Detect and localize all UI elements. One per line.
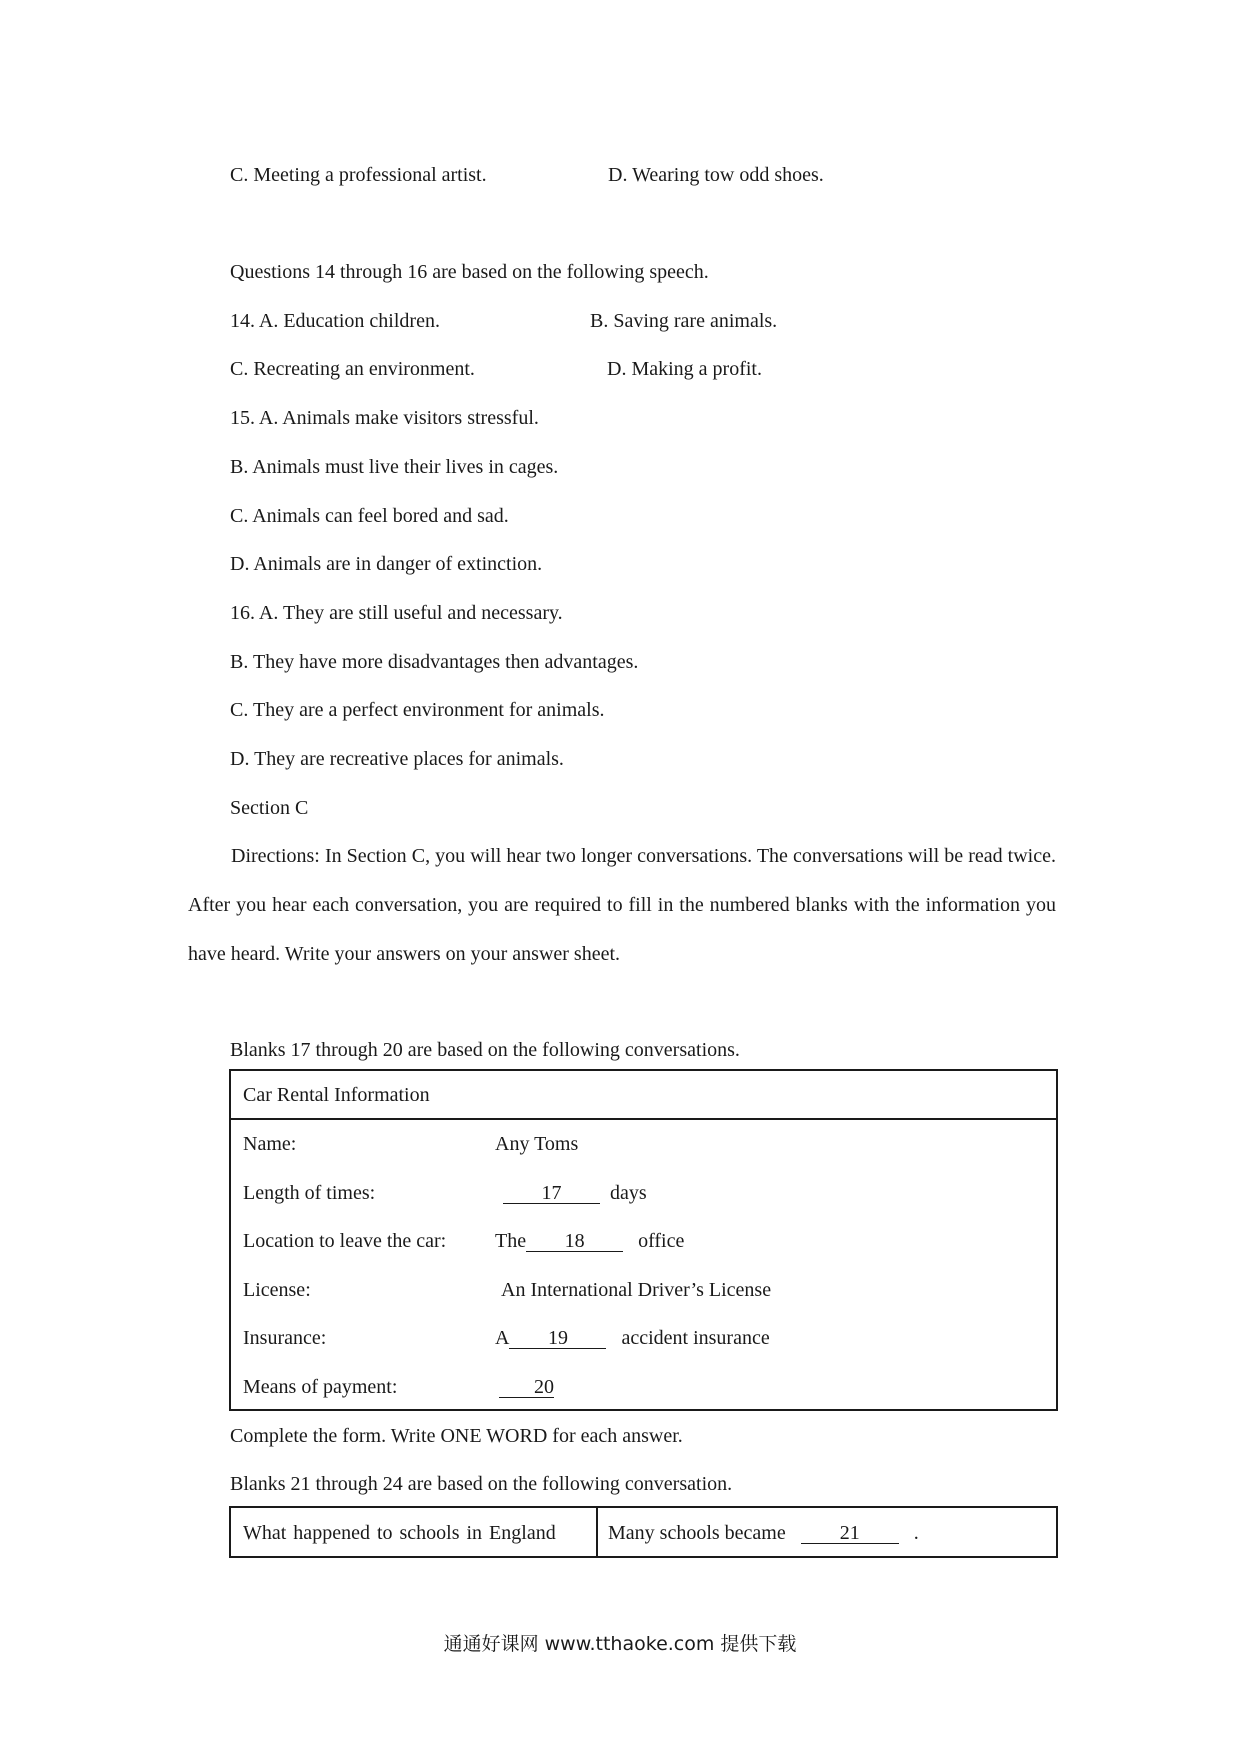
form-value-name: Any Toms <box>495 1133 579 1155</box>
form-value-insurance <box>495 1326 770 1350</box>
form-instruction: Complete the form. Write ONE WORD for each answer. <box>230 1425 683 1447</box>
q14-option-d: D. Making a profit. <box>607 358 762 380</box>
form-divider <box>231 1118 1056 1120</box>
table-answer-suffix: . <box>913 1522 919 1544</box>
q15-option-c: C. Animals can feel bored and sad. <box>230 505 509 527</box>
form-label-length: Length of times: <box>243 1182 376 1204</box>
blanks-21-24-intro: Blanks 21 through 24 are based on the following conversation. <box>230 1473 733 1495</box>
form-location-suffix: office <box>638 1230 685 1252</box>
table-column-divider <box>596 1508 598 1556</box>
table-cell-answer <box>608 1521 919 1545</box>
car-rental-form <box>229 1069 1058 1411</box>
q15-option-a: 15. A. Animals make visitors stressful. <box>230 407 539 429</box>
q13-option-c: C. Meeting a professional artist. <box>230 164 487 186</box>
section-c-directions-text: Directions: In Section C, you will hear two longer conversations. The conversations will be read twice. After you hear each conversation, you are required to fill in the numbered blanks with the information you have heard. Write your answers on your answer sheet. <box>188 845 1056 965</box>
schools-table <box>229 1506 1058 1558</box>
q16-option-b: B. They have more disadvantages then advantages. <box>230 651 639 673</box>
q14-option-c: C. Recreating an environment. <box>230 358 475 380</box>
q15-option-d: D. Animals are in danger of extinction. <box>230 553 543 575</box>
form-title: Car Rental Information <box>243 1084 430 1106</box>
form-insurance-suffix: accident insurance <box>621 1327 770 1349</box>
blank-20: 20 <box>499 1377 554 1398</box>
form-insurance-prefix: A <box>495 1327 510 1349</box>
form-value-location <box>495 1229 684 1253</box>
form-label-license: License: <box>243 1279 311 1301</box>
blank-19: 19 <box>509 1328 606 1349</box>
q16-option-a: 16. A. They are still useful and necessary. <box>230 602 563 624</box>
q13-option-d: D. Wearing tow odd shoes. <box>608 164 824 186</box>
table-answer-prefix: Many schools became <box>608 1522 786 1544</box>
section-c-directions <box>188 832 1056 979</box>
section-c-heading: Section C <box>230 797 309 819</box>
form-length-suffix: days <box>610 1182 647 1204</box>
q16-option-d: D. They are recreative places for animals. <box>230 748 564 770</box>
blank-17: 17 <box>503 1183 600 1204</box>
q14-option-a: 14. A. Education children. <box>230 310 440 332</box>
form-location-prefix: The <box>495 1230 527 1252</box>
form-value-license: An International Driver’s License <box>501 1279 772 1301</box>
form-label-insurance: Insurance: <box>243 1327 327 1349</box>
questions-14-16-intro: Questions 14 through 16 are based on the following speech. <box>230 261 709 283</box>
page-footer: 通通好课网 www.tthaoke.com 提供下载 <box>443 1633 797 1655</box>
blanks-17-20-intro: Blanks 17 through 20 are based on the following conversations. <box>230 1039 740 1061</box>
form-label-payment: Means of payment: <box>243 1376 398 1398</box>
blank-18: 18 <box>526 1231 623 1252</box>
form-label-location: Location to leave the car: <box>243 1230 447 1252</box>
form-value-payment <box>499 1375 554 1399</box>
blank-21: 21 <box>801 1523 899 1544</box>
q15-option-b: B. Animals must live their lives in cages. <box>230 456 559 478</box>
q14-option-b: B. Saving rare animals. <box>590 310 778 332</box>
q16-option-c: C. They are a perfect environment for animals. <box>230 699 605 721</box>
form-value-length <box>503 1181 647 1205</box>
form-label-name: Name: <box>243 1133 297 1155</box>
table-cell-question: What happened to schools in England <box>243 1522 556 1544</box>
